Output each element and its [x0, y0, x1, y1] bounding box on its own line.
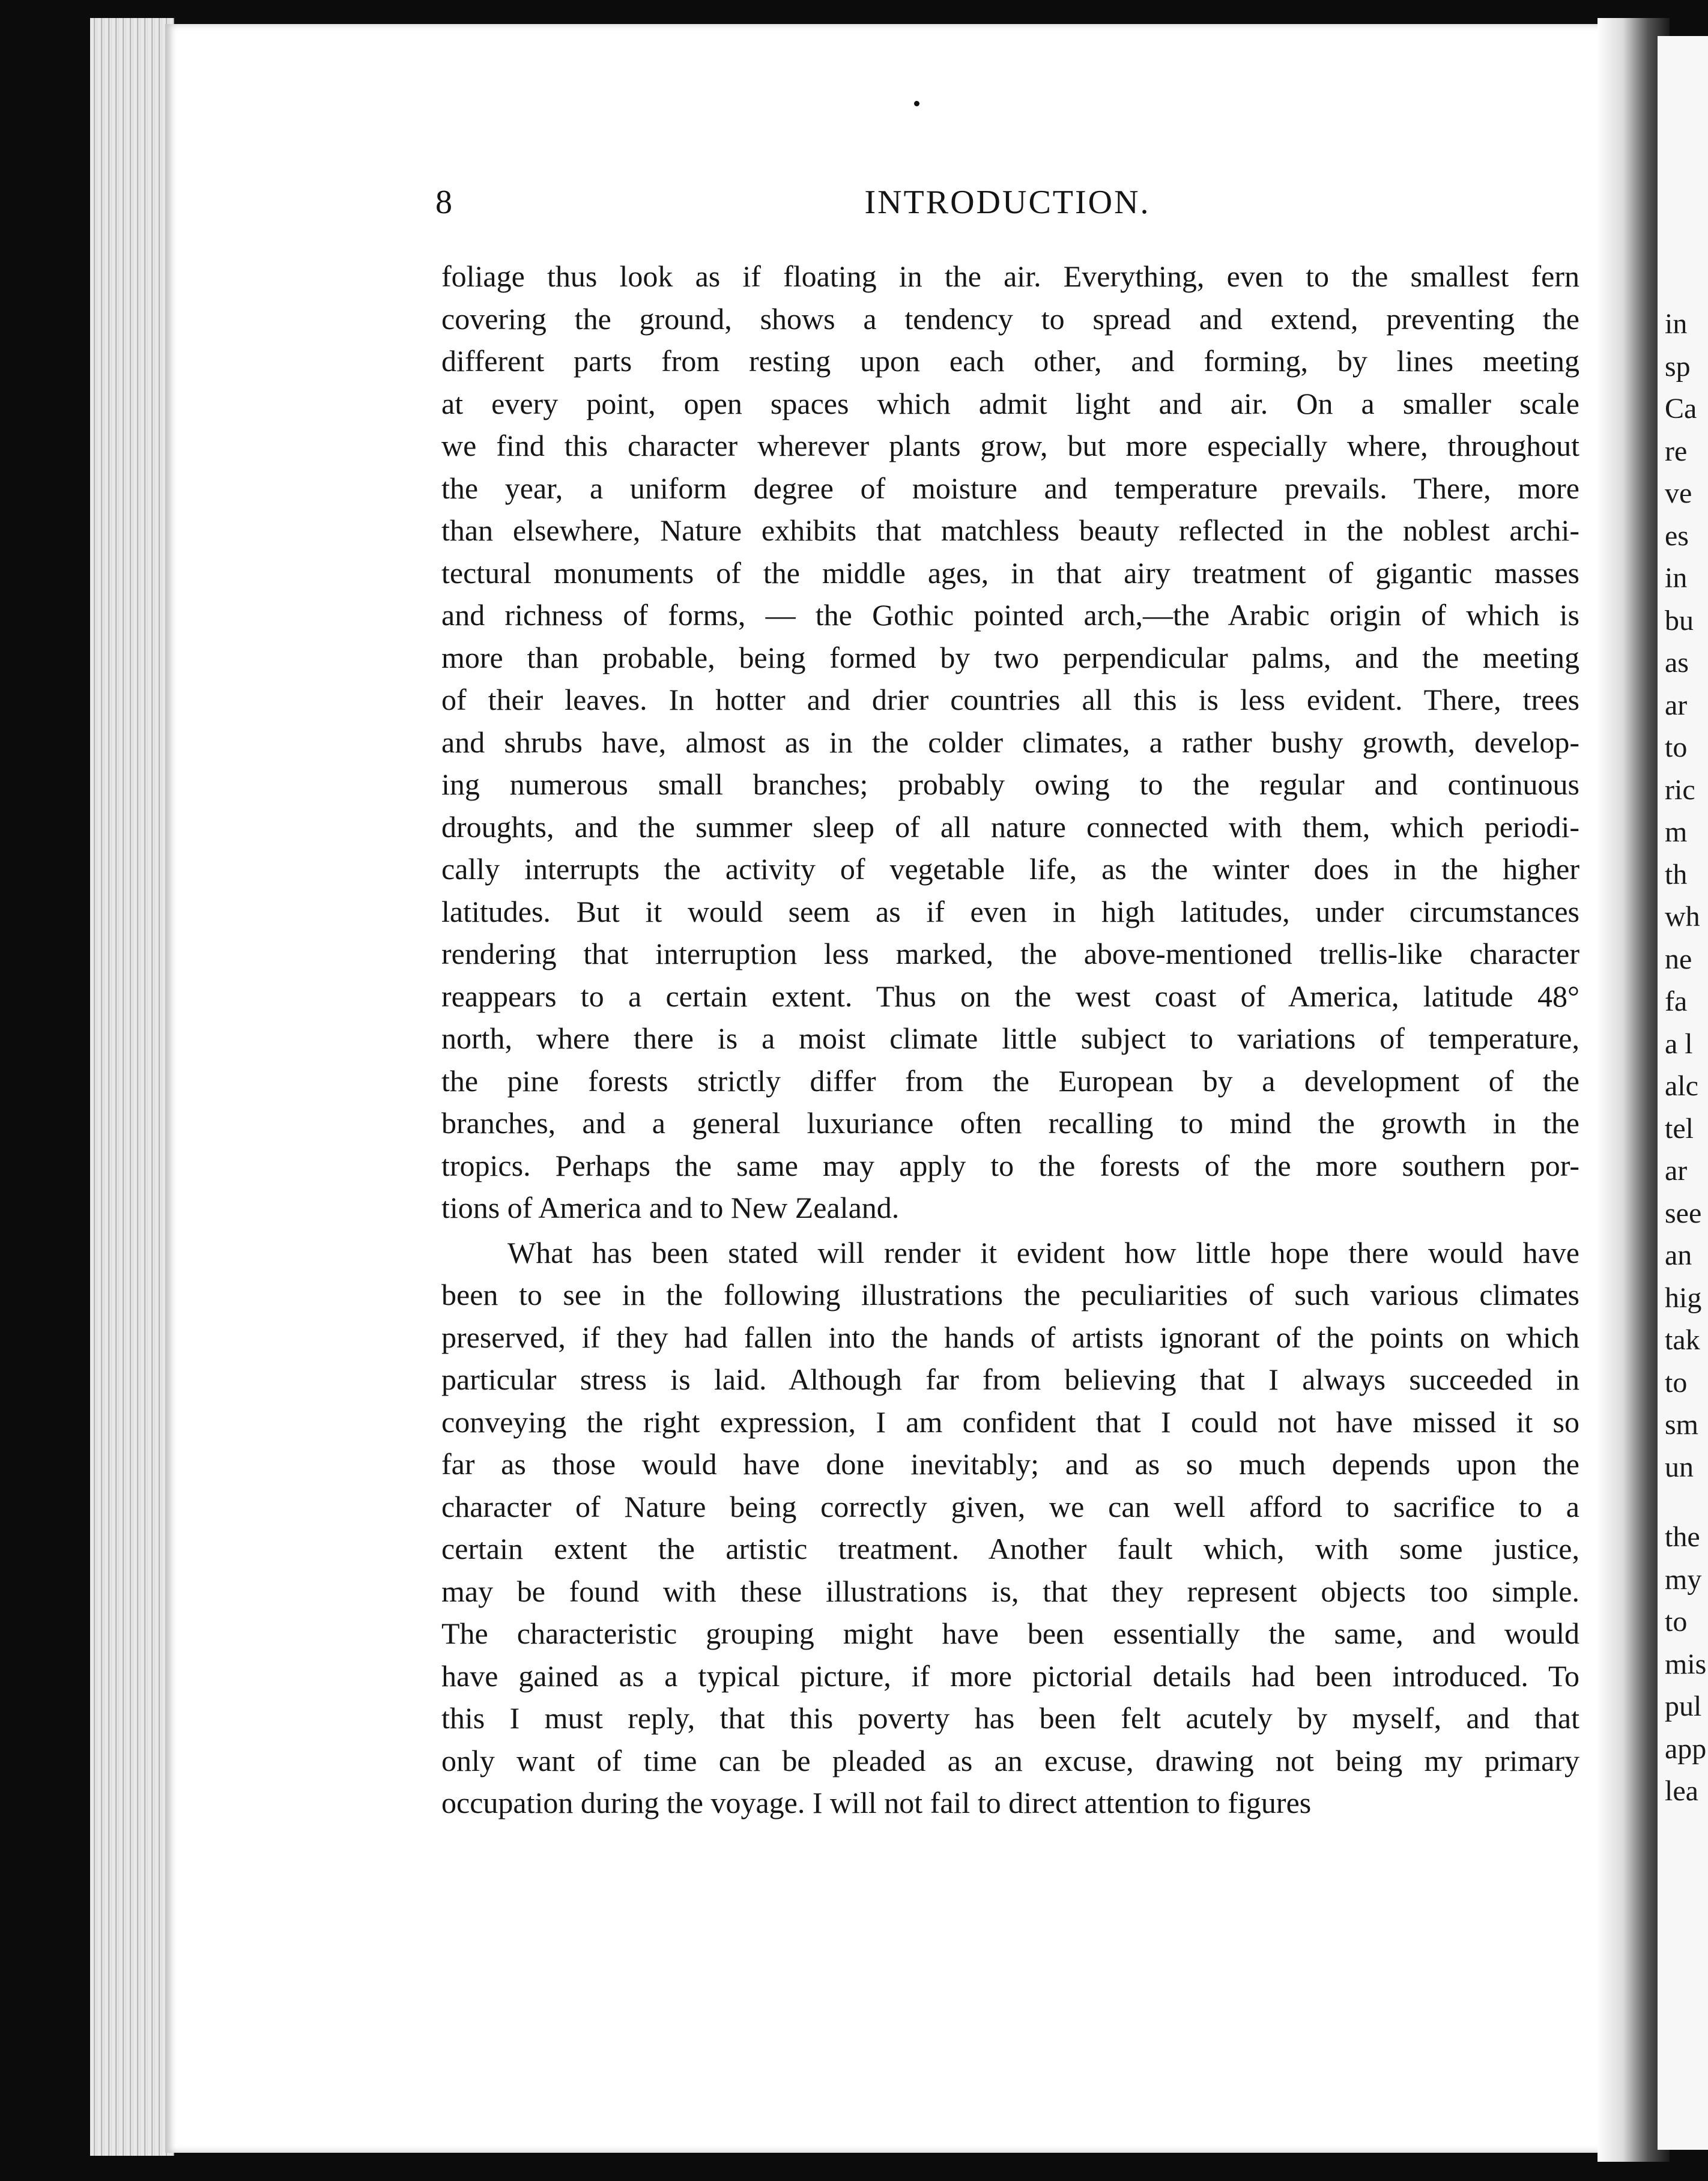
- text-line: tectural monuments of the middle ages, in that airy treatment of gigantic masses: [441, 555, 1579, 590]
- text-line: tions of America and to New Zealand.: [441, 1191, 900, 1224]
- facing-page-fragment: see: [1665, 1197, 1702, 1229]
- facing-page-fragment: bu: [1665, 604, 1694, 637]
- text-line: of their leaves. In hotter and drier countries all this is less evident. There, trees: [441, 683, 1579, 716]
- text-line: the year, a uniform degree of moisture and temperature prevails. There, more: [441, 471, 1579, 505]
- text-line: and richness of forms, — the Gothic pointed arch,—the Arabic origin of which is: [441, 598, 1579, 632]
- text-line: north, where there is a moist climate little subject to variations of temperature,: [441, 1021, 1579, 1055]
- text-line: only want of time can be pleaded as an excuse, drawing not being my primary: [441, 1743, 1579, 1777]
- facing-page-fragment: the: [1665, 1521, 1700, 1553]
- facing-page-fragment: re: [1665, 435, 1688, 467]
- facing-page-fragment: a l: [1665, 1027, 1693, 1060]
- text-line: tropics. Perhaps the same may apply to the forests of the more southern por-: [441, 1148, 1579, 1182]
- text-line: occupation during the voyage. I will not fail to direct attention to figures: [441, 1786, 1312, 1820]
- text-line: droughts, and the summer sleep of all nature connected with them, which periodi-: [441, 809, 1579, 844]
- text-line: latitudes. But it would seem as if even in high latitudes, under circumstances: [441, 894, 1579, 928]
- text-line: The characteristic grouping might have been essentially the same, and would: [441, 1617, 1579, 1650]
- facing-page-fragment: es: [1665, 519, 1689, 552]
- text-line: character of Nature being correctly given, we can well afford to sacrifice to a: [441, 1489, 1579, 1523]
- text-line: been to see in the following illustrations the peculiarities of such various climates: [441, 1278, 1579, 1311]
- text-line: conveying the right expression, I am confident that I could not have missed it so: [441, 1405, 1579, 1439]
- text-line: What has been stated will render it evident how little hope there would have: [507, 1235, 1579, 1269]
- facing-page-fragment: in: [1665, 562, 1688, 594]
- text-line: at every point, open spaces which admit light and air. On a smaller scale: [441, 386, 1579, 420]
- facing-page-fragment: sm: [1665, 1409, 1699, 1441]
- facing-page-fragment: tel: [1665, 1112, 1694, 1145]
- facing-page-fragment: ric: [1665, 773, 1695, 806]
- text-line: rendering that interruption less marked, the above-mentioned trellis-like character: [441, 937, 1579, 970]
- facing-page-fragment: ve: [1665, 477, 1692, 509]
- page-number: 8: [435, 184, 452, 221]
- body-text: [441, 255, 1579, 1824]
- running-head: INTRODUCTION.: [864, 184, 1151, 221]
- facing-page-fragment: sp: [1665, 350, 1691, 383]
- facing-page-fragment: mis: [1665, 1648, 1707, 1680]
- page-header: [435, 183, 1579, 225]
- facing-page-fragment: to: [1665, 731, 1688, 763]
- book-page-edges: [90, 18, 174, 2156]
- facing-page-fragments-upper: [1665, 303, 1701, 1489]
- facing-page-fragment: m: [1665, 816, 1688, 848]
- facing-page-fragment: in: [1665, 308, 1688, 340]
- text-line: reappears to a certain extent. Thus on the west coast of America, latitude 48°: [441, 979, 1579, 1013]
- text-line: covering the ground, shows a tendency to spread and extend, preventing the: [441, 301, 1579, 336]
- text-line: the pine forests strictly differ from the European by a development of the: [441, 1063, 1579, 1098]
- facing-page-fragment: th: [1665, 858, 1688, 891]
- text-line: different parts from resting upon each other, and forming, by lines meeting: [441, 344, 1579, 378]
- facing-page-fragment: lea: [1665, 1775, 1698, 1807]
- facing-page-fragment: un: [1665, 1451, 1694, 1483]
- ink-speck: [914, 101, 919, 106]
- paragraph-2: [441, 1232, 1579, 1824]
- facing-page-fragment: pul: [1665, 1690, 1702, 1722]
- facing-page-fragment: ne: [1665, 943, 1692, 975]
- facing-page-edge: [1658, 36, 1708, 2150]
- facing-page-fragment: app: [1665, 1732, 1707, 1765]
- facing-page-fragment: hig: [1665, 1281, 1702, 1314]
- facing-page-fragment: to: [1665, 1366, 1688, 1399]
- facing-page-fragment: tak: [1665, 1324, 1700, 1356]
- facing-page-fragment: ar: [1665, 689, 1688, 721]
- text-line: cally interrupts the activity of vegetable life, as the winter does in the higher: [441, 852, 1579, 886]
- text-line: preserved, if they had fallen into the hands of artists ignorant of the points on which: [441, 1320, 1579, 1354]
- text-line: more than probable, being formed by two perpendicular palms, and the meeting: [441, 640, 1579, 674]
- facing-page-fragment: ar: [1665, 1155, 1688, 1187]
- text-line: branches, and a general luxuriance often recalling to mind the growth in the: [441, 1106, 1579, 1140]
- facing-page-fragment: fa: [1665, 985, 1688, 1017]
- text-line: particular stress is laid. Although far from believing that I always succeeded in: [441, 1363, 1579, 1396]
- text-line: ing numerous small branches; probably owing to the regular and continuous: [441, 767, 1579, 801]
- facing-page-fragments-lower: [1665, 1516, 1706, 1813]
- facing-page-fragment: my: [1665, 1563, 1702, 1596]
- text-line: have gained as a typical picture, if more pictorial details had been introduced. To: [441, 1659, 1579, 1693]
- text-line: foliage thus look as if floating in the air. Everything, even to the smallest fern: [441, 259, 1579, 293]
- facing-page-fragment: Ca: [1665, 393, 1697, 425]
- text-line: far as those would have done inevitably; and as so much depends upon the: [441, 1447, 1579, 1481]
- text-line: may be found with these illustrations is, that they represent objects too simple.: [441, 1574, 1579, 1608]
- facing-page-fragment: alc: [1665, 1070, 1698, 1102]
- facing-page-fragment: wh: [1665, 901, 1700, 933]
- text-line: we find this character wherever plants grow, but more especially where, throughout: [441, 429, 1579, 462]
- text-line: and shrubs have, almost as in the colder climates, a rather bushy growth, develop-: [441, 725, 1579, 759]
- facing-page-fragment: an: [1665, 1239, 1692, 1271]
- facing-page-fragment: to: [1665, 1606, 1688, 1638]
- text-line: than elsewhere, Nature exhibits that matchless beauty reflected in the noblest archi-: [441, 513, 1579, 547]
- paragraph-1: [441, 255, 1579, 1229]
- text-line: this I must reply, that this poverty has been felt acutely by myself, and that: [441, 1701, 1579, 1735]
- text-line: certain extent the artistic treatment. Another fault which, with some justice,: [441, 1532, 1579, 1565]
- facing-page-fragment: as: [1665, 647, 1689, 679]
